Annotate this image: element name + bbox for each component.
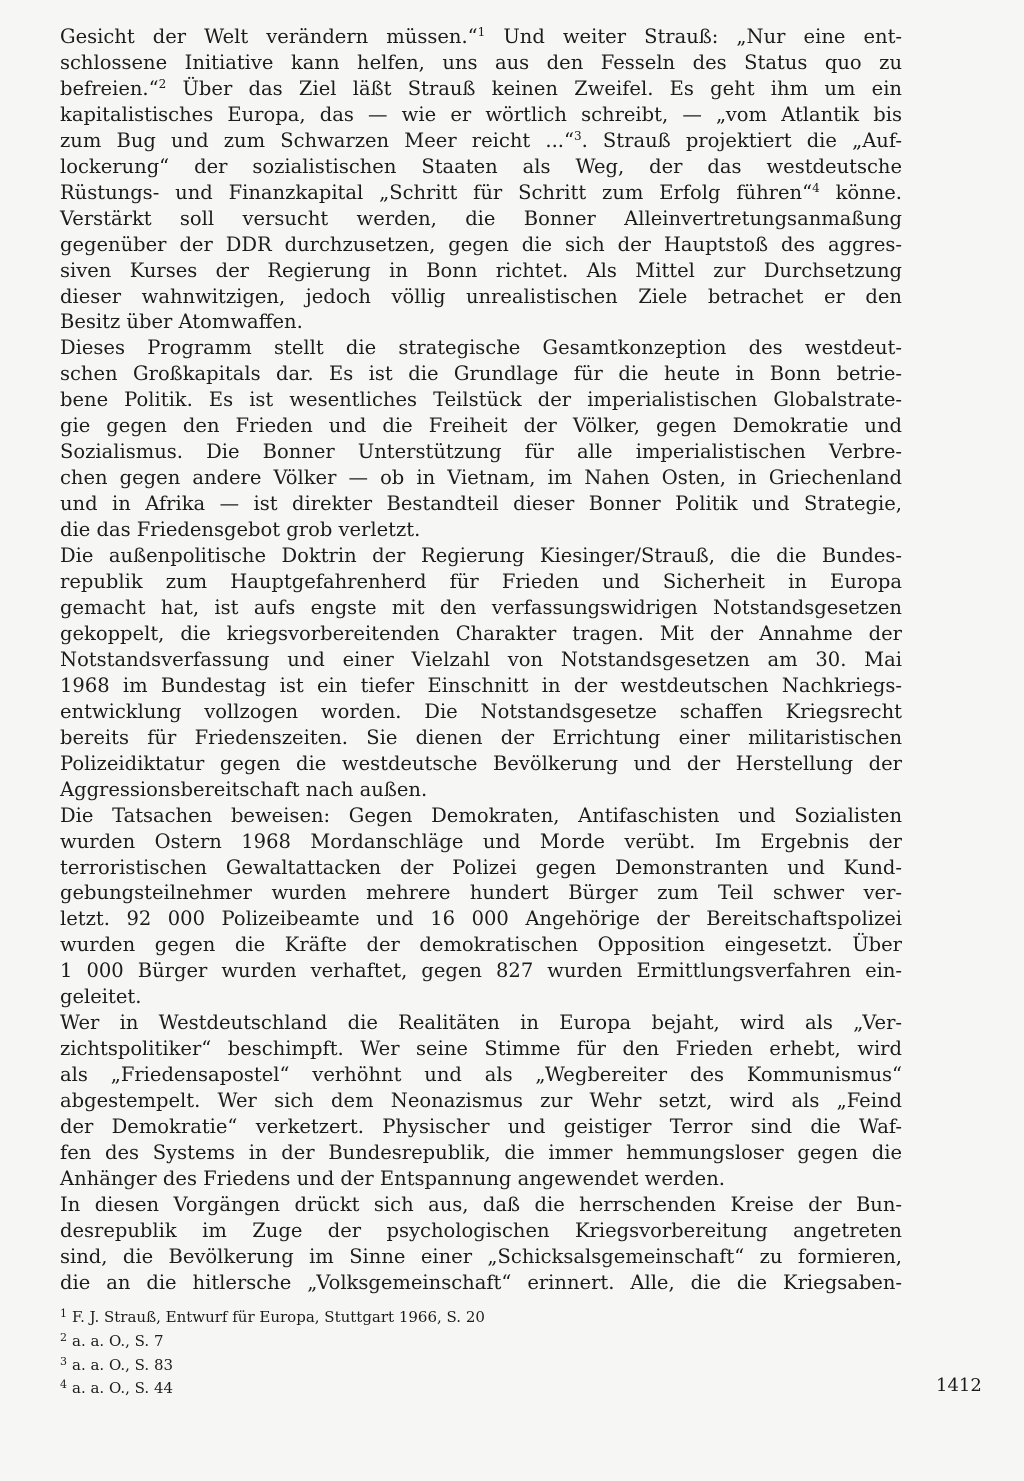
- footnote: [60, 1377, 760, 1401]
- text-run: wurden gegen die Kräfte der demokratischen Opposition eingesetzt. Über: [60, 933, 902, 957]
- text-run: 1 000 Bürger wurden verhaftet, gegen 827 wurden Ermittlungsverfahren ein-: [60, 959, 902, 983]
- text-line: [60, 906, 902, 932]
- text-run: zum Bug und zum Schwarzen Meer reicht ...“: [60, 128, 574, 152]
- text-line: [60, 543, 902, 569]
- text-run: desrepublik im Zuge der psychologischen Kriegsvorbereitung angetreten: [60, 1218, 902, 1242]
- footnote-number: 1: [60, 1307, 67, 1320]
- text-run: Besitz über Atomwaffen.: [60, 310, 303, 334]
- text-run: gemacht hat, ist aufs engste mit den verfassungswidrigen Notstandsgesetzen: [60, 595, 902, 619]
- text-line: [60, 50, 902, 76]
- text-line: [60, 1218, 902, 1244]
- footnote-number: 3: [60, 1354, 67, 1368]
- paragraph: [60, 335, 902, 543]
- text-run: kapitalistisches Europa, das — wie er wörtlich schreibt, — „vom Atlantik bis: [60, 102, 902, 126]
- paragraph: [60, 1010, 902, 1192]
- text-line: [60, 465, 902, 491]
- text-run: gegenüber der DDR durchzusetzen, gegen die sich der Hauptstoß des aggres-: [60, 232, 902, 256]
- text-run: fen des Systems in der Bundesrepublik, die immer hemmungsloser gegen die: [60, 1140, 902, 1164]
- text-run: Verstärkt soll versucht werden, die Bonner Alleinvertretungsanmaßung: [60, 206, 902, 230]
- text-run: . Strauß projektiert die „Auf-: [581, 128, 902, 152]
- text-line: [60, 180, 902, 206]
- text-line: [60, 206, 902, 232]
- footnote-marker: 3: [573, 128, 582, 143]
- text-line: [60, 673, 902, 699]
- text-line: [60, 958, 902, 984]
- text-run: Rüstungs- und Finanzkapital „Schritt für Schritt zum Erfolg führen“: [60, 180, 813, 204]
- text-line: [60, 1036, 902, 1062]
- text-line: [60, 932, 902, 958]
- text-line: [60, 1192, 902, 1218]
- text-line: [60, 1062, 902, 1088]
- text-line: [60, 258, 902, 284]
- text-line: [60, 1244, 902, 1270]
- text-line: [60, 387, 902, 413]
- text-line: [60, 829, 902, 855]
- footnote: [60, 1330, 760, 1354]
- text-line: [60, 880, 902, 906]
- text-run: Anhänger des Friedens und der Entspannung angewendet werden.: [60, 1166, 725, 1190]
- text-line: [60, 309, 902, 335]
- text-line: [60, 232, 902, 258]
- text-line: [60, 984, 902, 1010]
- text-run: geleitet.: [60, 985, 142, 1009]
- footnote-marker: 2: [158, 76, 167, 91]
- text-run: gebungsteilnehmer wurden mehrere hundert Bürger zum Teil schwer ver-: [60, 881, 902, 905]
- text-line: [60, 569, 902, 595]
- text-run: siven Kurses der Regierung in Bonn richtet. Als Mittel zur Durchsetzung: [60, 258, 902, 282]
- paragraph: [60, 24, 902, 335]
- text-run: Dieses Programm stellt die strategische Gesamtkonzeption des westdeut-: [60, 336, 902, 360]
- text-run: Polizeidiktatur gegen die westdeutsche Bevölkerung und der Herstellung der: [60, 751, 902, 775]
- text-line: [60, 751, 902, 777]
- text-run: sind, die Bevölkerung im Sinne einer „Schicksalsgemeinschaft“ zu formieren,: [60, 1244, 902, 1268]
- footnote-number: 2: [60, 1330, 67, 1344]
- text-run: Und weiter Strauß: „Nur eine ent-: [485, 25, 902, 48]
- text-run: dieser wahnwitzigen, jedoch völlig unrealistischen Ziele betrachet er den: [60, 284, 902, 308]
- footnote: [60, 1354, 760, 1378]
- text-run: abgestempelt. Wer sich dem Neonazismus zur Wehr setzt, wird als „Feind: [60, 1089, 902, 1113]
- text-line: [60, 361, 902, 387]
- paragraph: [60, 803, 902, 1011]
- text-line: [60, 803, 902, 829]
- text-line: [60, 725, 902, 751]
- text-line: [60, 24, 902, 50]
- text-line: [60, 1140, 902, 1166]
- text-run: könne.: [819, 180, 902, 204]
- text-run: lockerung“ der sozialistischen Staaten als Weg, der das westdeutsche: [60, 154, 902, 178]
- footnote-text: a. a. O., S. 7: [72, 1331, 164, 1350]
- footnotes: [60, 1306, 760, 1401]
- page-number: 1412: [936, 1375, 982, 1396]
- footnote: [60, 1306, 760, 1330]
- text-line: [60, 621, 902, 647]
- text-run: gie gegen den Frieden und die Freiheit der Völker, gegen Demokratie und: [60, 414, 902, 438]
- paragraph: [60, 1192, 902, 1296]
- text-line: [60, 1166, 902, 1192]
- text-run: zichtspolitiker“ beschimpft. Wer seine Stimme für den Frieden erhebt, wird: [60, 1037, 902, 1061]
- text-line: [60, 699, 902, 725]
- text-run: Aggressionsbereitschaft nach außen.: [60, 777, 428, 801]
- text-run: terroristischen Gewaltattacken der Polizei gegen Demonstranten und Kund-: [60, 855, 902, 879]
- text-line: [60, 855, 902, 881]
- text-run: 1968 im Bundestag ist ein tiefer Einschnitt in der westdeutschen Nachkriegs-: [60, 673, 902, 697]
- text-line: [60, 1088, 902, 1114]
- text-run: Notstandsverfassung und einer Vielzahl von Notstandsgesetzen am 30. Mai: [60, 647, 902, 671]
- text-run: die an die hitlersche „Volksgemeinschaft“ erinnert. Alle, die die Kriegsaben-: [60, 1270, 902, 1294]
- text-line: [60, 1270, 902, 1296]
- footnote-marker: 1: [477, 25, 486, 39]
- text-run: befreien.“: [60, 76, 159, 100]
- text-line: [60, 413, 902, 439]
- text-line: [60, 102, 902, 128]
- text-run: Die außenpolitische Doktrin der Regierung Kiesinger/Strauß, die die Bundes-: [60, 544, 902, 568]
- text-line: [60, 517, 902, 543]
- text-line: [60, 777, 902, 803]
- footnote-marker: 4: [812, 180, 820, 195]
- text-run: chen gegen andere Völker — ob in Vietnam, im Nahen Osten, in Griechenland: [60, 466, 902, 490]
- text-line: [60, 128, 902, 154]
- text-run: bereits für Friedenszeiten. Sie dienen der Errichtung einer militaristischen: [60, 725, 902, 749]
- text-run: Wer in Westdeutschland die Realitäten in Europa bejaht, wird als „Ver-: [60, 1011, 902, 1035]
- text-run: In diesen Vorgängen drückt sich aus, daß die herrschenden Kreise der Bun-: [60, 1192, 902, 1216]
- text-line: [60, 491, 902, 517]
- text-line: [60, 595, 902, 621]
- text-run: gekoppelt, die kriegsvorbereitenden Charakter tragen. Mit der Annahme der: [60, 621, 902, 645]
- text-line: [60, 647, 902, 673]
- text-line: [60, 154, 902, 180]
- text-line: [60, 335, 902, 361]
- text-run: und in Afrika — ist direkter Bestandteil dieser Bonner Politik und Strategie,: [60, 492, 902, 516]
- text-run: republik zum Hauptgefahrenherd für Frieden und Sicherheit in Europa: [60, 570, 902, 594]
- footnote-number: 4: [60, 1378, 67, 1392]
- footnote-text: a. a. O., S. 44: [72, 1379, 174, 1398]
- text-run: schen Großkapitals dar. Es ist die Grundlage für die heute in Bonn betrie-: [60, 362, 902, 386]
- text-run: die das Friedensgebot grob verletzt.: [60, 518, 421, 542]
- text-run: schlossene Initiative kann helfen, uns aus den Fesseln des Status quo zu: [60, 50, 902, 74]
- text-run: als „Friedensapostel“ verhöhnt und als „Wegbereiter des Kommunismus“: [60, 1063, 902, 1087]
- text-run: wurden Ostern 1968 Mordanschläge und Morde verübt. Im Ergebnis der: [60, 829, 902, 853]
- text-run: Über das Ziel läßt Strauß keinen Zweifel. Es geht ihm um ein: [166, 76, 902, 100]
- text-line: [60, 76, 902, 102]
- text-run: Gesicht der Welt verändern müssen.“: [60, 25, 478, 48]
- page-body: [60, 24, 902, 1296]
- text-run: der Demokratie“ verketzert. Physischer und geistiger Terror sind die Waf-: [60, 1115, 902, 1139]
- text-line: [60, 1114, 902, 1140]
- footnote-text: a. a. O., S. 83: [72, 1355, 174, 1374]
- text-run: Sozialismus. Die Bonner Unterstützung für alle imperialistischen Verbre-: [60, 440, 902, 464]
- text-run: entwicklung vollzogen worden. Die Notstandsgesetze schaffen Kriegsrecht: [60, 699, 902, 723]
- text-run: Die Tatsachen beweisen: Gegen Demokraten, Antifaschisten und Sozialisten: [60, 803, 902, 827]
- paragraph: [60, 543, 902, 803]
- footnote-text: F. J. Strauß, Entwurf für Europa, Stuttgart 1966, S. 20: [72, 1308, 485, 1326]
- text-line: [60, 1010, 902, 1036]
- text-run: bene Politik. Es ist wesentliches Teilstück der imperialistischen Globalstrate-: [60, 388, 902, 412]
- text-run: letzt. 92 000 Polizeibeamte und 16 000 Angehörige der Bereitschaftspolizei: [60, 907, 902, 931]
- text-line: [60, 439, 902, 465]
- text-line: [60, 284, 902, 310]
